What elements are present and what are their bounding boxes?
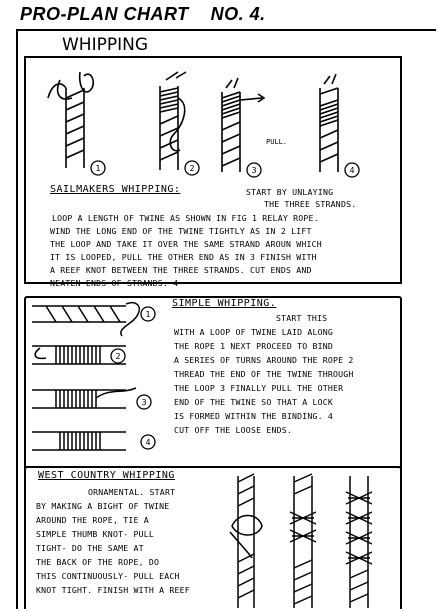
step-number: 2 — [189, 164, 195, 173]
simple-line: WITH A LOOP OF TWINE LAID ALONG — [174, 327, 334, 337]
sailmakers-heading: SAILMAKERS WHIPPING: — [50, 184, 181, 195]
sailmakers-whipping-panel — [24, 56, 402, 288]
sailmakers-line: NEATEN ENDS OF STRANDS. 4 — [50, 278, 179, 288]
sailmakers-line: A REEF KNOT BETWEEN THE THREE STRANDS. CUT ENDS AND — [50, 265, 312, 275]
west-country-panel — [24, 466, 402, 609]
rope-step-2 — [160, 72, 186, 170]
simple-line: CUT OFF THE LOOSE ENDS. — [174, 425, 292, 435]
west-line: BY MAKING A BIGHT OF TWINE — [36, 501, 170, 511]
west-line: AROUND THE ROPE, TIE A — [36, 515, 149, 525]
simple-whipping-panel — [24, 296, 402, 472]
west-line: TIGHT- DO THE SAME AT — [36, 543, 144, 553]
step-number: 4 — [349, 166, 355, 175]
simple-line: THE ROPE 1 NEXT PROCEED TO BIND — [174, 341, 334, 351]
west-country-heading: WEST COUNTRY WHIPPING — [38, 470, 175, 481]
section-title: WHIPPING — [62, 35, 149, 55]
sailmakers-line: THE LOOP AND TAKE IT OVER THE SAME STRAND AROUN WHICH — [50, 239, 322, 249]
rope-step-1 — [48, 72, 93, 168]
simple-line: THREAD THE END OF THE TWINE THROUGH — [174, 369, 354, 379]
west-line: SIMPLE THUMB KNOT- PULL — [36, 529, 154, 539]
west-line: THIS CONTINUOUSLY- PULL EACH — [36, 571, 180, 581]
step-number: 3 — [141, 398, 147, 407]
sailmakers-line: IT IS LOOPED, PULL THE OTHER END AS IN 3 FINISH WITH — [50, 252, 317, 262]
simple-line: IS FORMED WITHIN THE BINDING. 4 — [174, 411, 334, 421]
sailmakers-line: LOOP A LENGTH OF TWINE AS SHOWN IN FIG 1 RELAY ROPE. — [52, 213, 319, 223]
rope-step-4 — [320, 74, 338, 172]
west-subtitle: ORNAMENTAL. START — [88, 487, 176, 497]
step-number: 4 — [145, 438, 151, 447]
simple-heading: SIMPLE WHIPPING. — [172, 298, 277, 309]
step-number: 3 — [251, 166, 257, 175]
sailmakers-intro-2: THE THREE STRANDS. — [264, 199, 357, 209]
rope-step-3 — [222, 78, 264, 172]
simple-line: END OF THE TWINE SO THAT A LOCK — [174, 397, 334, 407]
step-number: 1 — [95, 164, 101, 173]
west-line: THE BACK OF THE ROPE, DO — [36, 557, 160, 567]
pull-label: PULL. — [266, 138, 288, 146]
chart-title: PRO-PLAN CHART NO. 4. — [20, 4, 266, 24]
simple-line: START THIS — [276, 313, 328, 323]
simple-whipping-illustration — [26, 298, 166, 474]
west-line: KNOT TIGHT. FINISH WITH A REEF — [36, 585, 190, 595]
sailmakers-intro: START BY UNLAYING — [246, 187, 334, 197]
step-number: 2 — [115, 352, 121, 361]
simple-line: A SERIES OF TURNS AROUND THE ROPE 2 — [174, 355, 354, 365]
simple-line: THE LOOP 3 FINALLY PULL THE OTHER — [174, 383, 344, 393]
sailmakers-line: WIND THE LONG END OF THE TWINE TIGHTLY AS IN 2 LIFT — [50, 226, 312, 236]
step-number: 1 — [145, 310, 151, 319]
west-country-illustration — [228, 468, 398, 611]
sailmakers-illustration — [26, 58, 404, 188]
